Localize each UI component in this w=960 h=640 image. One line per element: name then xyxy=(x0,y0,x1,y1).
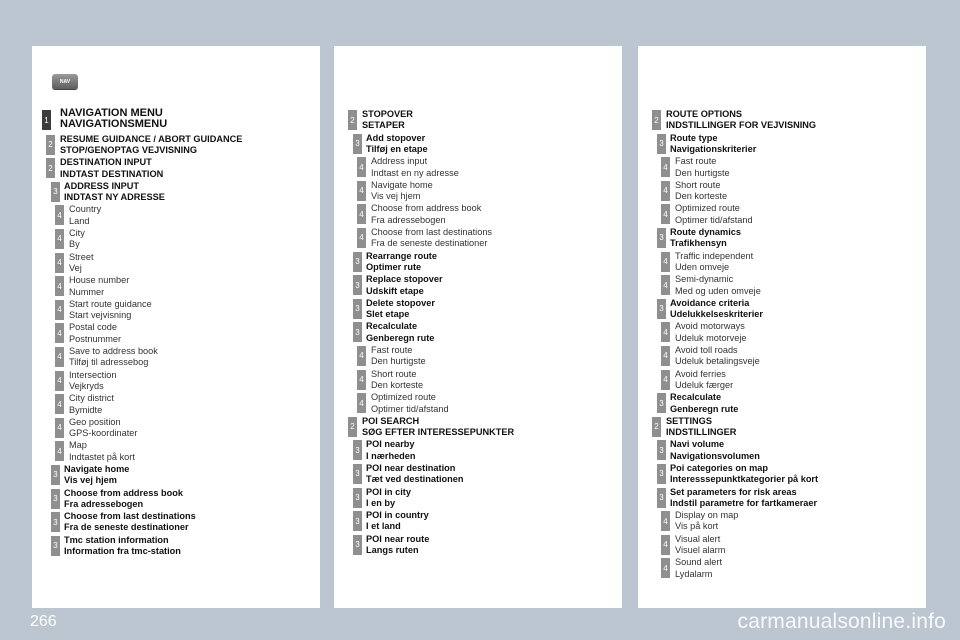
level-badge: 3 xyxy=(657,299,666,319)
menu-item-text xyxy=(69,346,158,369)
level-badge: 3 xyxy=(51,512,60,532)
menu-item xyxy=(638,155,926,179)
item-label-en: Sound alert xyxy=(675,557,722,568)
item-label-en: Fast route xyxy=(675,156,717,167)
level-badge: 3 xyxy=(51,536,60,556)
menu-item-text xyxy=(675,251,753,274)
menu-item xyxy=(334,533,622,557)
level-badge: 4 xyxy=(55,276,64,296)
menu-item-text xyxy=(69,275,129,298)
item-label-en: Poi categories on map xyxy=(670,462,769,473)
menu-item xyxy=(638,273,926,297)
item-label-en: Avoid motorways xyxy=(675,321,745,332)
level-badge: 4 xyxy=(357,181,366,201)
item-label-da: GPS-koordinater xyxy=(69,428,138,439)
menu-item-text xyxy=(64,535,181,558)
level-badge: 3 xyxy=(353,299,362,319)
item-label-da: Trafikhensyn xyxy=(670,238,727,249)
level-badge: 3 xyxy=(353,440,362,460)
menu-item xyxy=(334,297,622,321)
item-label-en: POI SEARCH xyxy=(362,415,420,426)
menu-item-text xyxy=(670,133,756,156)
item-label-da: Udeluk motorveje xyxy=(675,332,747,343)
menu-item xyxy=(334,415,622,439)
item-label-da: Vej xyxy=(69,262,82,273)
item-label-en: POI near destination xyxy=(366,462,456,473)
level-badge: 3 xyxy=(353,511,362,531)
menu-item-text xyxy=(675,156,730,179)
menu-item-text xyxy=(366,439,416,462)
item-label-da: Den korteste xyxy=(675,191,728,202)
menu-item-text xyxy=(675,321,747,344)
item-label-en: POI in country xyxy=(366,510,429,521)
menu-item xyxy=(334,344,622,368)
menu-column-3 xyxy=(638,46,926,608)
menu-item xyxy=(334,320,622,344)
item-label-da: Vis vej hjem xyxy=(64,475,117,486)
level-badge: 4 xyxy=(661,370,670,390)
menu-item xyxy=(32,345,320,369)
level-badge: 4 xyxy=(661,181,670,201)
level-badge: 4 xyxy=(357,393,366,413)
item-label-en: Visual alert xyxy=(675,533,721,544)
menu-item-text xyxy=(675,369,733,392)
menu-item xyxy=(638,320,926,344)
item-label-en: Postal code xyxy=(69,322,118,333)
item-label-en: Short route xyxy=(371,368,417,379)
level-badge: 2 xyxy=(46,135,55,155)
menu-item-text xyxy=(366,251,437,274)
menu-item-text xyxy=(670,298,763,321)
item-label-da: Slet etape xyxy=(366,309,410,320)
menu-item xyxy=(32,487,320,511)
item-label-da: Information fra tmc-station xyxy=(64,546,181,557)
menu-item xyxy=(334,391,622,415)
menu-item-text xyxy=(64,511,196,534)
item-label-da: Tilføj til adressebog xyxy=(69,357,149,368)
item-label-en: POI in city xyxy=(366,486,411,497)
item-label-da: Genberegn rute xyxy=(670,403,739,414)
menu-item-text xyxy=(64,181,165,204)
menu-item-text xyxy=(69,204,101,227)
level-badge: 4 xyxy=(661,535,670,555)
item-label-en: Avoid toll roads xyxy=(675,344,738,355)
level-badge: 4 xyxy=(55,371,64,391)
item-label-en: Choose from last destinations xyxy=(64,511,196,522)
menu-column-1 xyxy=(32,46,320,608)
menu-item-text xyxy=(69,370,117,393)
item-label-en: Set parameters for risk areas xyxy=(670,486,797,497)
level-badge: 4 xyxy=(55,347,64,367)
menu-item xyxy=(638,415,926,439)
level-badge: 3 xyxy=(353,488,362,508)
item-label-da: Postnummer xyxy=(69,333,122,344)
item-label-da: Optimer rute xyxy=(366,261,422,272)
menu-item xyxy=(32,369,320,393)
menu-item xyxy=(334,132,622,156)
item-label-da: Bymidte xyxy=(69,404,103,415)
menu-item-text xyxy=(64,464,129,487)
menu-item-text xyxy=(371,392,449,415)
menu-item xyxy=(638,226,926,250)
level-badge: 2 xyxy=(652,110,661,130)
item-label-en: Route type xyxy=(670,132,718,143)
level-badge: 4 xyxy=(661,558,670,578)
menu-item-text xyxy=(670,487,817,510)
item-label-en: Route dynamics xyxy=(670,226,741,237)
item-label-en: Tmc station information xyxy=(64,534,169,545)
item-label-en: Choose from address book xyxy=(64,487,183,498)
item-label-en: Navigate home xyxy=(371,179,433,190)
level-badge: 3 xyxy=(657,464,666,484)
item-label-en: STOPOVER xyxy=(362,109,413,119)
level-badge: 4 xyxy=(661,252,670,272)
level-badge: 4 xyxy=(55,253,64,273)
level-badge: 4 xyxy=(55,418,64,438)
menu-item-text xyxy=(366,487,411,510)
menu-item-text xyxy=(366,510,429,533)
level-badge: 4 xyxy=(357,346,366,366)
level-badge: 4 xyxy=(357,204,366,224)
menu-item-text xyxy=(675,180,727,203)
menu-item-text xyxy=(675,557,722,580)
menu-item-text xyxy=(362,109,413,132)
menu-item-text xyxy=(69,252,94,275)
item-label-da: SØG EFTER INTERESSEPUNKTER xyxy=(362,427,515,438)
menu-item xyxy=(334,438,622,462)
menu-item xyxy=(334,462,622,486)
menu-item-text xyxy=(371,227,492,250)
menu-item xyxy=(32,227,320,251)
item-label-da: Udeluk betalingsveje xyxy=(675,356,760,367)
item-label-en: Add stopover xyxy=(366,132,426,143)
item-label-da: Indstil parametre for fartkameraer xyxy=(670,497,818,508)
level-badge: 3 xyxy=(353,535,362,555)
level-badge: 3 xyxy=(353,252,362,272)
level-badge: 4 xyxy=(55,394,64,414)
menu-item xyxy=(638,486,926,510)
item-label-da: STOP/GENOPTAG VEJVISNING xyxy=(60,144,197,155)
menu-item xyxy=(638,108,926,132)
menu-column-2 xyxy=(334,46,622,608)
menu-item-text xyxy=(670,463,818,486)
item-label-en: Optimized route xyxy=(675,203,740,214)
item-label-da: Udeluk færger xyxy=(675,379,734,390)
level-badge: 4 xyxy=(55,300,64,320)
item-label-da: SETAPER xyxy=(362,120,405,131)
item-label-da: Navigationsvolumen xyxy=(670,450,760,461)
menu-item-text xyxy=(675,203,753,226)
menu-item-text xyxy=(371,180,433,203)
level-badge: 4 xyxy=(661,275,670,295)
level-badge: 3 xyxy=(657,393,666,413)
menu-item xyxy=(32,321,320,345)
item-label-da: Den hurtigste xyxy=(675,167,730,178)
level-badge: 3 xyxy=(353,464,362,484)
item-label-da: Tæt ved destinationen xyxy=(366,474,464,485)
item-label-da: Fra adressebogen xyxy=(371,214,446,225)
menu-item xyxy=(32,534,320,558)
item-label-en: Map xyxy=(69,440,87,451)
menu-item-text xyxy=(69,417,137,440)
level-badge: 4 xyxy=(55,229,64,249)
item-label-en: DESTINATION INPUT xyxy=(60,157,152,168)
menu-item xyxy=(32,463,320,487)
menu-item-text xyxy=(670,392,738,415)
menu-item-text xyxy=(64,488,183,511)
menu-item xyxy=(334,368,622,392)
menu-item xyxy=(334,273,622,297)
level-badge: 2 xyxy=(348,110,357,130)
item-label-da: Fra adressebogen xyxy=(64,498,144,509)
menu-item xyxy=(32,180,320,204)
menu-item xyxy=(638,179,926,203)
item-label-da: Fra de seneste destinationer xyxy=(371,238,488,249)
item-label-da: I et land xyxy=(366,521,401,532)
menu-item-text xyxy=(371,345,426,368)
menu-item-text xyxy=(670,227,741,250)
menu-item xyxy=(638,368,926,392)
level-badge: 2 xyxy=(46,158,55,178)
menu-item xyxy=(334,509,622,533)
menu-item xyxy=(638,202,926,226)
menu-item xyxy=(638,462,926,486)
menu-item-text xyxy=(60,134,242,157)
menu-item-text xyxy=(675,534,725,557)
item-label-en: ADDRESS INPUT xyxy=(64,180,140,191)
menu-item-text xyxy=(362,416,514,439)
item-label-en: POI nearby xyxy=(366,439,415,450)
item-label-da: Uden omveje xyxy=(675,261,730,272)
menu-item xyxy=(32,274,320,298)
item-label-en: Avoidance criteria xyxy=(670,297,750,308)
menu-item-text xyxy=(371,156,459,179)
item-label-da: Vejkryds xyxy=(69,380,104,391)
menu-item xyxy=(334,179,622,203)
item-label-da: Indtastet på kort xyxy=(69,451,135,462)
menu-item-text xyxy=(69,322,121,345)
item-label-da: Udskift etape xyxy=(366,285,424,296)
level-badge: 4 xyxy=(357,157,366,177)
item-label-en: Choose from last destinations xyxy=(371,226,493,237)
item-label-da: Indtast en ny adresse xyxy=(371,167,459,178)
item-label-da: Nummer xyxy=(69,286,105,297)
item-label-en: ROUTE OPTIONS xyxy=(666,109,743,119)
menu-item xyxy=(32,298,320,322)
item-label-en: SETTINGS xyxy=(666,415,712,426)
level-badge: 2 xyxy=(348,417,357,437)
item-label-da: Udelukkelseskriterier xyxy=(670,309,763,320)
level-badge: 2 xyxy=(652,417,661,437)
menu-item xyxy=(334,250,622,274)
item-label-da: Navigationskriterier xyxy=(670,143,757,154)
item-label-da: I en by xyxy=(366,497,396,508)
menu-item xyxy=(334,486,622,510)
item-label-da: INDTAST NY ADRESSE xyxy=(64,192,165,203)
item-label-en: Traffic independent xyxy=(675,250,754,261)
menu-item xyxy=(32,108,320,133)
level-badge: 4 xyxy=(357,370,366,390)
item-label-en: NAVIGATION MENU xyxy=(60,107,163,119)
menu-item xyxy=(32,203,320,227)
item-label-en: Replace stopover xyxy=(366,274,443,285)
item-label-en: Display on map xyxy=(675,510,739,521)
menu-item-text xyxy=(675,274,761,297)
menu-item-text xyxy=(666,109,816,132)
item-label-da: Land xyxy=(69,215,90,226)
item-label-en: Navi volume xyxy=(670,439,725,450)
item-label-en: Delete stopover xyxy=(366,297,435,308)
item-label-da: INDTAST DESTINATION xyxy=(60,168,164,179)
menu-item xyxy=(334,155,622,179)
item-label-da: Start vejvisning xyxy=(69,310,132,321)
item-label-en: RESUME GUIDANCE / ABORT GUIDANCE xyxy=(60,133,243,144)
menu-item-text xyxy=(371,203,481,226)
menu-item-text xyxy=(366,534,429,557)
item-label-da: Langs ruten xyxy=(366,545,419,556)
item-label-en: Geo position xyxy=(69,416,121,427)
menu-item xyxy=(32,392,320,416)
menu-item xyxy=(638,533,926,557)
level-badge: 3 xyxy=(51,489,60,509)
item-label-da: Fra de seneste destinationer xyxy=(64,522,189,533)
menu-item xyxy=(638,250,926,274)
item-label-en: Address input xyxy=(371,156,428,167)
item-label-da: Lydalarm xyxy=(675,568,713,579)
level-badge: 3 xyxy=(657,488,666,508)
menu-item xyxy=(638,132,926,156)
menu-item-text xyxy=(675,510,738,533)
level-badge: 3 xyxy=(51,465,60,485)
menu-item-text xyxy=(675,345,760,368)
menu-item xyxy=(32,416,320,440)
item-label-da: INDSTILLINGER FOR VEJVISNING xyxy=(666,120,817,131)
item-label-en: Recalculate xyxy=(366,321,418,332)
item-label-da: Tilføj en etape xyxy=(366,143,428,154)
menu-item xyxy=(638,556,926,580)
level-badge: 3 xyxy=(51,182,60,202)
menu-item-text xyxy=(60,108,167,131)
item-label-en: City district xyxy=(69,393,114,404)
menu-item xyxy=(638,391,926,415)
level-badge: 3 xyxy=(353,322,362,342)
item-label-en: City xyxy=(69,227,85,238)
menu-list xyxy=(638,108,926,580)
nav-button-icon: NAV xyxy=(52,74,78,89)
level-badge: 3 xyxy=(353,134,362,154)
menu-item-text xyxy=(69,228,85,251)
item-label-en: Short route xyxy=(675,179,721,190)
item-label-en: Recalculate xyxy=(670,392,722,403)
menu-item xyxy=(638,509,926,533)
menu-item-text xyxy=(666,416,736,439)
menu-item-text xyxy=(60,157,163,180)
item-label-en: Avoid ferries xyxy=(675,368,726,379)
menu-item xyxy=(334,108,622,132)
watermark: carmanualsonline.info xyxy=(737,610,946,633)
item-label-en: Navigate home xyxy=(64,463,130,474)
menu-item-text xyxy=(69,299,152,322)
item-label-en: Street xyxy=(69,251,94,262)
item-label-da: Vis på kort xyxy=(675,521,719,532)
item-label-en: POI near route xyxy=(366,533,430,544)
menu-item xyxy=(32,251,320,275)
item-label-da: I nærheden xyxy=(366,450,416,461)
level-badge: 3 xyxy=(657,228,666,248)
item-label-en: House number xyxy=(69,275,130,286)
level-badge: 4 xyxy=(661,346,670,366)
item-label-da: INDSTILLINGER xyxy=(666,427,737,438)
item-label-da: Optimer tid/afstand xyxy=(675,214,753,225)
item-label-da: Interesssepunktkategorier på kort xyxy=(670,474,819,485)
menu-item-text xyxy=(670,439,760,462)
item-label-da: Optimer tid/afstand xyxy=(371,403,449,414)
menu-list xyxy=(32,108,320,557)
menu-list xyxy=(334,108,622,556)
item-label-da: Den hurtigste xyxy=(371,356,426,367)
item-label-en: Rearrange route xyxy=(366,250,437,261)
level-badge: 4 xyxy=(661,511,670,531)
item-label-en: Country xyxy=(69,204,102,215)
menu-item xyxy=(334,202,622,226)
item-label-da: NAVIGATIONSMENU xyxy=(60,118,168,131)
item-label-en: Semi-dynamic xyxy=(675,274,734,285)
menu-item xyxy=(32,133,320,157)
menu-item xyxy=(638,297,926,321)
level-badge: 4 xyxy=(55,323,64,343)
menu-item-text xyxy=(366,463,464,486)
item-label-da: Vis vej hjem xyxy=(371,191,421,202)
menu-item-text xyxy=(366,133,428,156)
item-label-en: Choose from address book xyxy=(371,203,482,214)
menu-item xyxy=(32,439,320,463)
level-badge: 1 xyxy=(42,110,51,130)
item-label-da: Visuel alarm xyxy=(675,545,726,556)
level-badge: 3 xyxy=(657,440,666,460)
menu-item-text xyxy=(69,440,135,463)
item-label-da: Med og uden omveje xyxy=(675,285,761,296)
menu-item-text xyxy=(366,274,443,297)
menu-item-text xyxy=(366,321,434,344)
item-label-en: Optimized route xyxy=(371,392,436,403)
item-label-da: Genberegn rute xyxy=(366,332,435,343)
menu-item-text xyxy=(371,369,423,392)
menu-item xyxy=(334,226,622,250)
item-label-en: Fast route xyxy=(371,344,413,355)
menu-item xyxy=(638,344,926,368)
menu-item xyxy=(32,156,320,180)
item-label-en: Intersection xyxy=(69,369,117,380)
item-label-da: By xyxy=(69,239,80,250)
menu-item-text xyxy=(366,298,435,321)
item-label-en: Start route guidance xyxy=(69,298,152,309)
level-badge: 3 xyxy=(353,275,362,295)
menu-item-text xyxy=(69,393,114,416)
menu-item xyxy=(638,438,926,462)
level-badge: 4 xyxy=(55,205,64,225)
level-badge: 4 xyxy=(661,157,670,177)
level-badge: 4 xyxy=(661,322,670,342)
level-badge: 4 xyxy=(55,441,64,461)
level-badge: 4 xyxy=(661,204,670,224)
level-badge: 4 xyxy=(357,228,366,248)
page-number: 266 xyxy=(30,613,57,630)
menu-item xyxy=(32,510,320,534)
item-label-da: Den korteste xyxy=(371,379,424,390)
item-label-en: Save to address book xyxy=(69,345,158,356)
level-badge: 3 xyxy=(657,134,666,154)
